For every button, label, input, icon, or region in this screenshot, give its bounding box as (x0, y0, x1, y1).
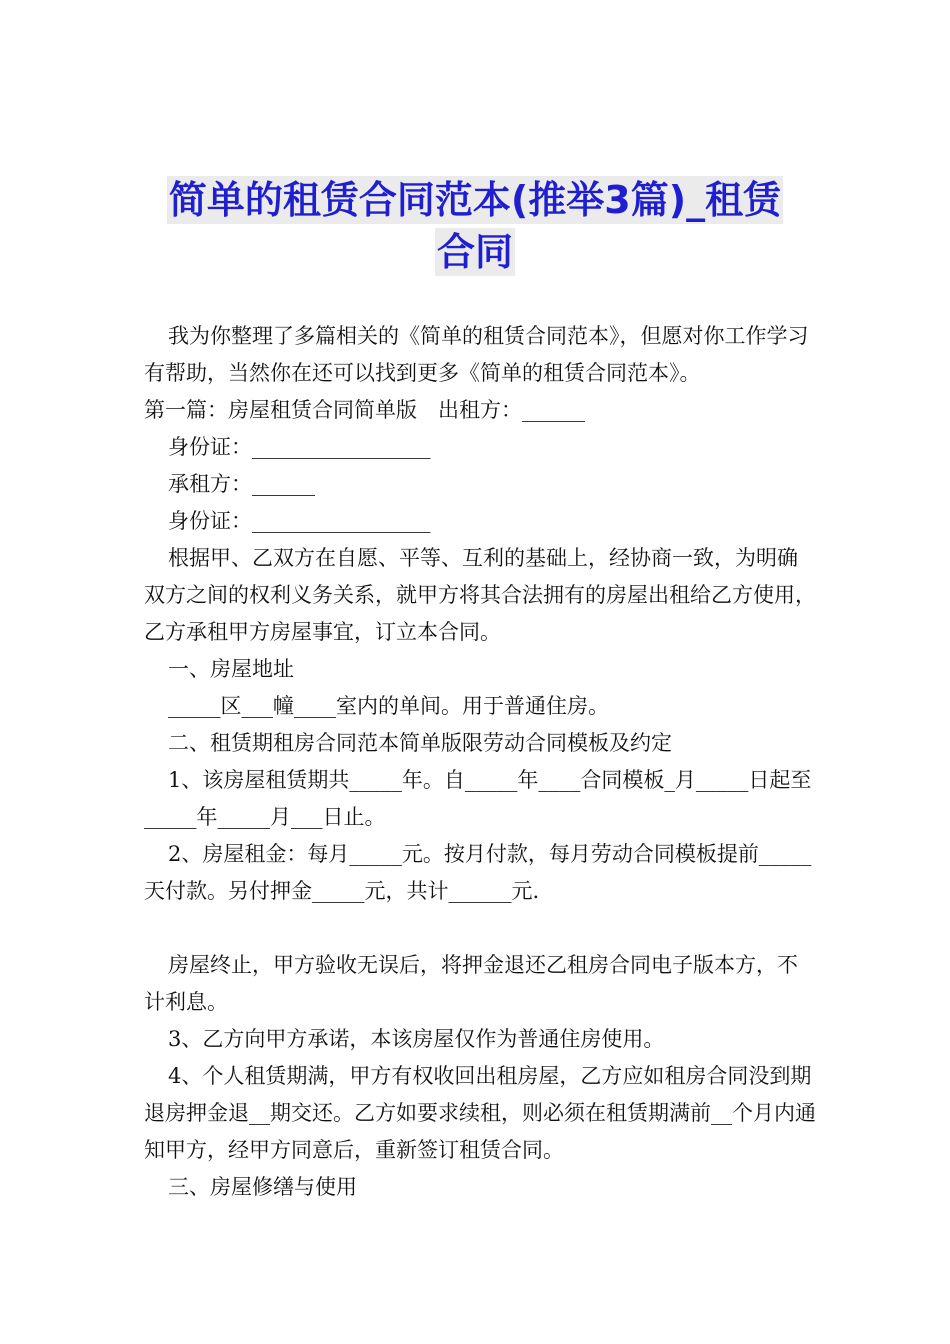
clause-usage: 3、乙方向甲方承诺，本该房屋仅作为普通住房使用。 (168, 1027, 665, 1051)
preamble-paragraph: 根据甲、乙双方在自愿、平等、互利的基础上，经协商一致，为明确双方之间的权利义务关系，就甲方将其合法拥有的房屋出租给乙方使用，乙方承租甲方房屋事宜，订立本合同。 (144, 546, 816, 644)
document-body (144, 318, 816, 1206)
clause-expiry: 4、个人租赁期满，甲方有权收回出租房屋，乙方应如租房合同没到期退房押金退__期交还。乙方如要求续租，则必须在租赁期满前__个月内通知甲方，经甲方同意后，重新签订租赁合同。 (144, 1064, 816, 1162)
lessor-id-line: 身份证：_________________ (168, 435, 431, 459)
clause-rent: 2、房屋租金：每月_____元。按月付款，每月劳动合同模板提前_____天付款。另付押金_____元，共计______元. (144, 842, 812, 903)
title-line-1: 简单的租赁合同范本(推举3篇)_租赁 (168, 178, 782, 222)
blank-line (144, 910, 816, 947)
section-three-heading: 三、房屋修缮与使用 (168, 1175, 357, 1199)
intro-paragraph: 我为你整理了多篇相关的《简单的租赁合同范本》，但愿对你工作学习有帮助，当然你在还可以找到更多《简单的租赁合同范本》。 (144, 324, 809, 385)
lessee-id-line: 身份证：_________________ (168, 509, 431, 533)
section-two-heading: 二、租赁期租房合同范本简单版限劳动合同模板及约定 (168, 731, 672, 755)
lessee-line: 承租方：______ (168, 472, 315, 496)
document-title (0, 176, 950, 276)
address-line: _____区___幢____室内的单间。用于普通住房。 (168, 694, 609, 718)
clause-term: 1、该房屋租赁期共_____年。自_____年____合同模板_月_____日起至_____年_____月___日止。 (144, 768, 812, 829)
deposit-return-paragraph: 房屋终止，甲方验收无误后，将押金退还乙租房合同电子版本方，不计利息。 (144, 953, 798, 1014)
section-one-heading: 一、房屋地址 (168, 657, 294, 681)
title-line-2: 合同 (436, 230, 513, 274)
part-one-heading: 第一篇：房屋租赁合同简单版 出租方：______ (144, 398, 585, 422)
